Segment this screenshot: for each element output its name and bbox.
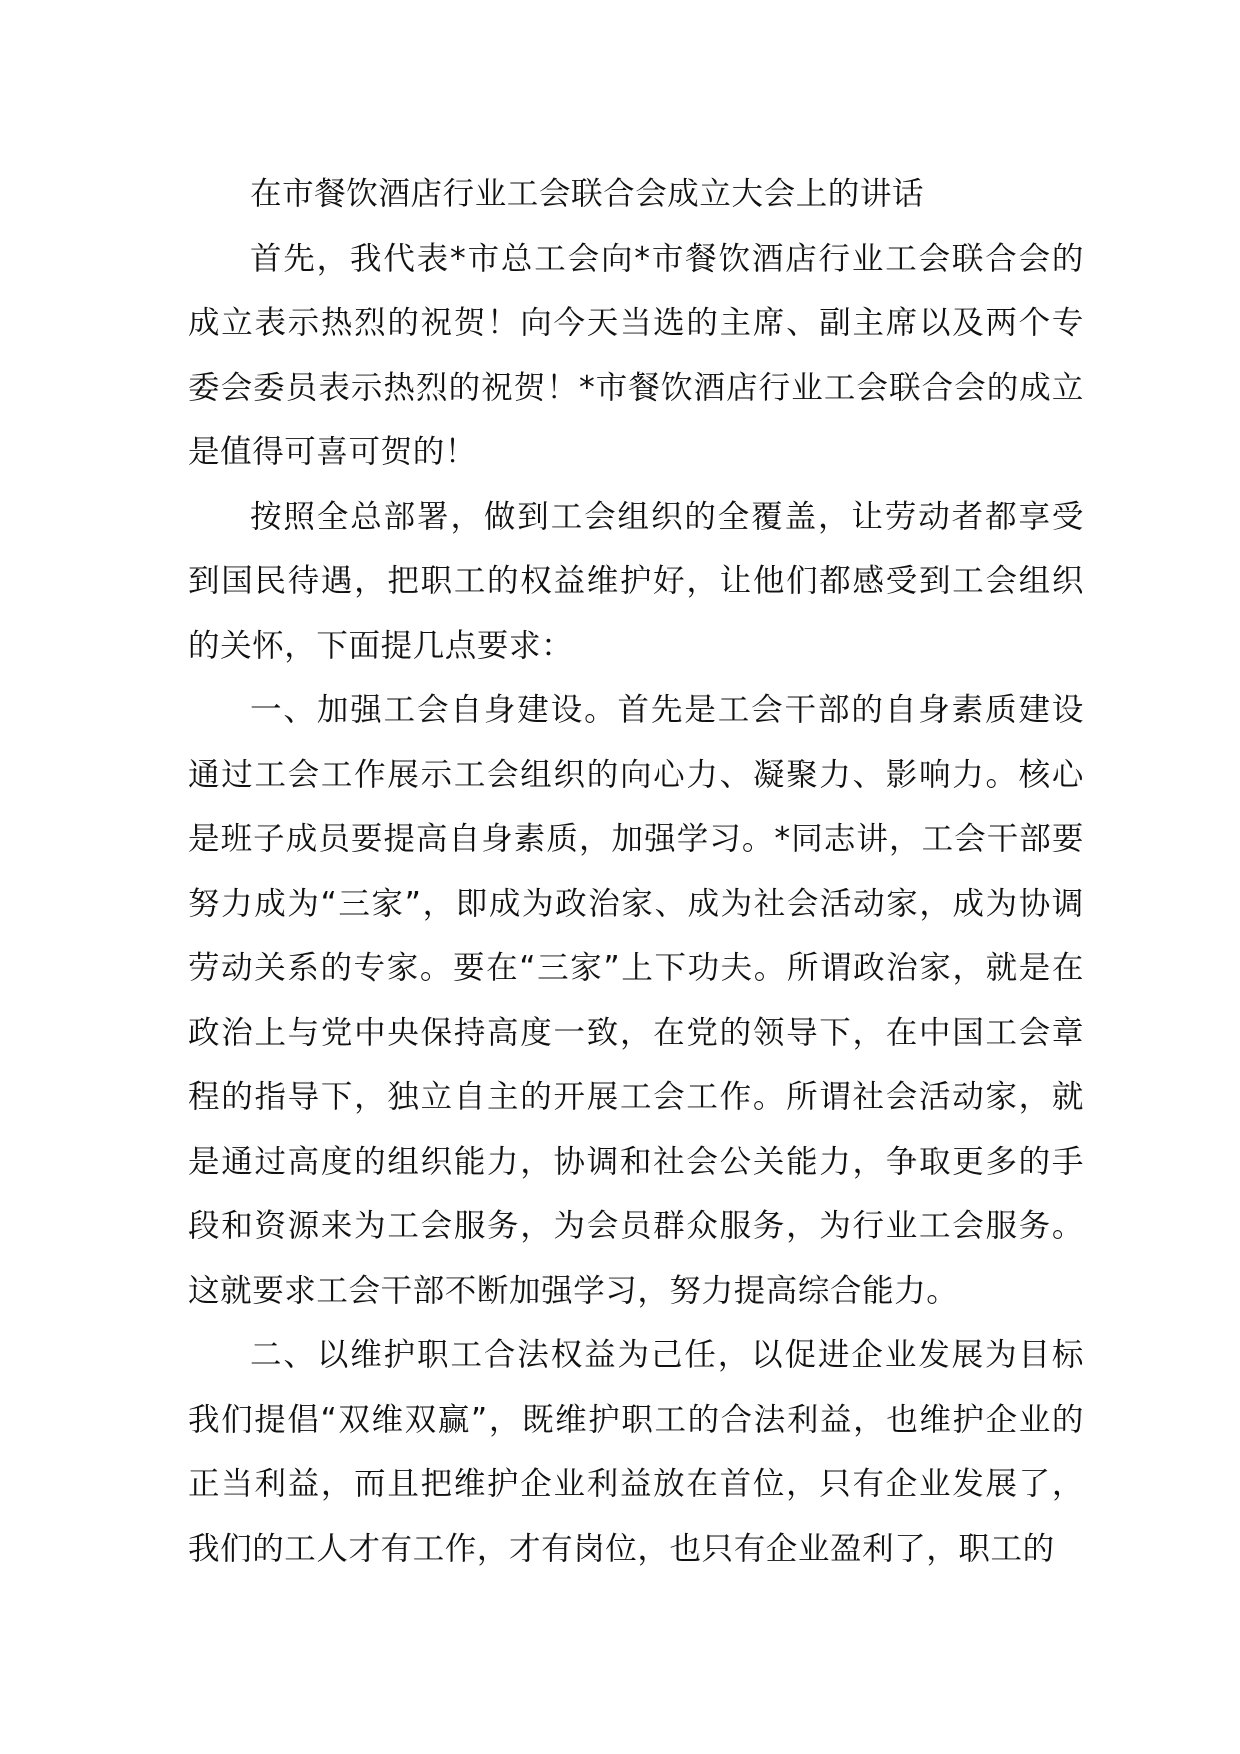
paragraph-point-one: 一、加强工会自身建设。首先是工会干部的自身素质建设通过工会工作展示工会组织的向心力、凝聚力、影响力。核心是班子成员要提高自身素质，加强学习。*同志讲，工会干部要努力成为“三家”，即成为政治家、成为社会活动家，成为协调劳动关系的专家。要在“三家”上下功夫。所谓政治家，就是在政治上与党中央保持高度一致，在党的领导下，在中国工会章程的指导下，独立自主的开展工会工作。所谓社会活动家，就是通过高度的组织能力，协调和社会公关能力，争取更多的手段和资源来为工会服务，为会员群众服务，为行业工会服务。这就要求工会干部不断加强学习，努力提高综合能力。 xyxy=(188,692,1084,1309)
document-body xyxy=(188,162,1084,1581)
paragraph-requirements-intro: 按照全总部署，做到工会组织的全覆盖，让劳动者都享受到国民待遇，把职工的权益维护好，让他们都感受到工会组织的关怀，下面提几点要求： xyxy=(188,498,1084,664)
document-title: 在市餐饮酒店行业工会联合会成立大会上的讲话 xyxy=(250,176,925,212)
paragraph-point-two: 二、以维护职工合法权益为己任，以促进企业发展为目标我们提倡“双维双赢”，既维护职工的合法利益，也维护企业的正当利益，而且把维护企业利益放在首位，只有企业发展了，我们的工人才有工作，才有岗位，也只有企业盈利了，职工的 xyxy=(188,1337,1084,1567)
paragraph-congratulations: 首先，我代表*市总工会向*市餐饮酒店行业工会联合会的成立表示热烈的祝贺！向今天当选的主席、副主席以及两个专委会委员表示热烈的祝贺！*市餐饮酒店行业工会联合会的成立是值得可喜可贺的！ xyxy=(188,240,1084,470)
